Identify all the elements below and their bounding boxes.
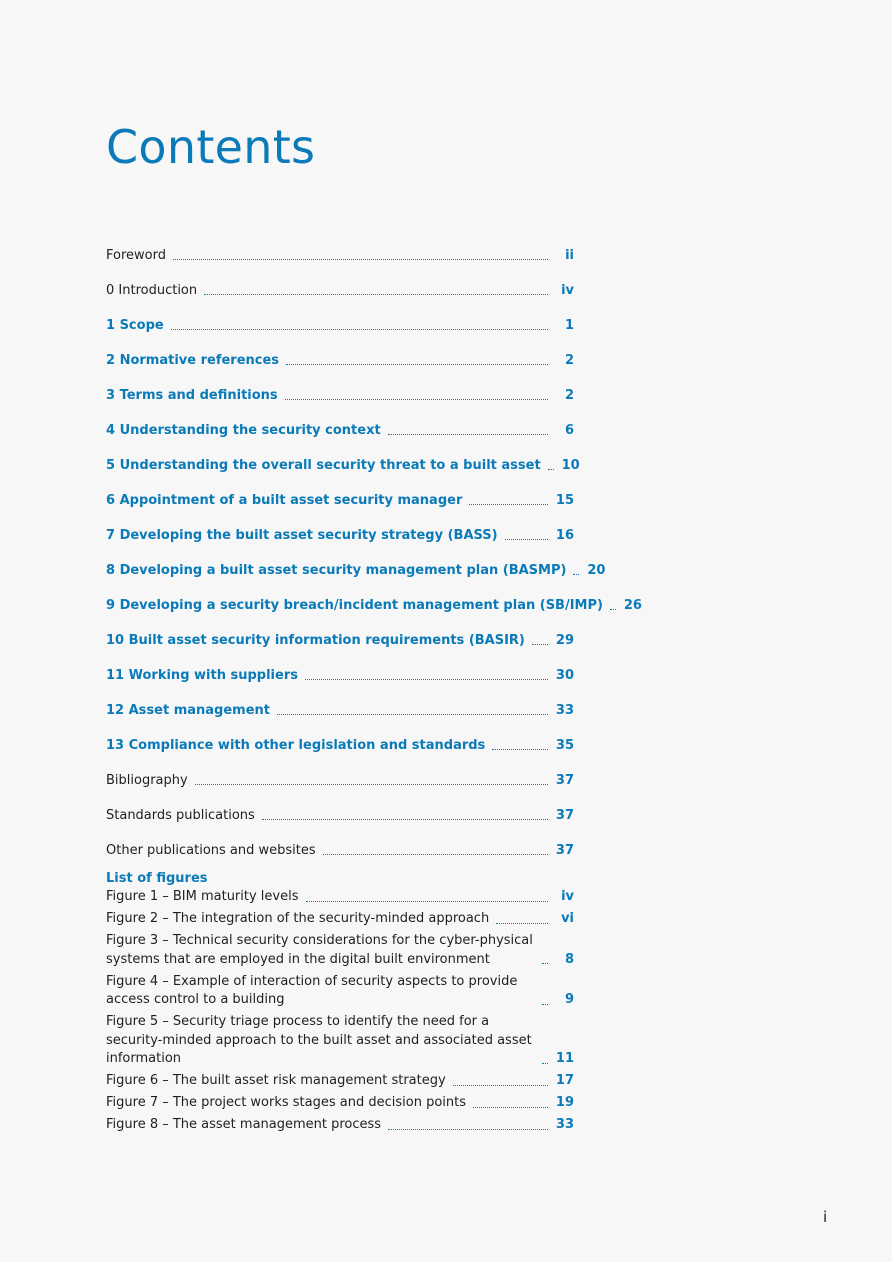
dot-leader xyxy=(453,1085,548,1086)
dot-leader xyxy=(469,504,548,505)
toc-entry-label: 1 Scope xyxy=(106,318,164,333)
dot-leader xyxy=(542,1063,548,1064)
toc-entry-label: 0 Introduction xyxy=(106,283,198,298)
toc-entry[interactable] xyxy=(106,300,574,335)
toc-entry-label: Bibliography xyxy=(106,773,188,788)
toc-entry-label: 11 Working with suppliers xyxy=(106,668,298,683)
figure-entry-label: Figure 4 – Example of interaction of security aspects to provide access control to a building xyxy=(106,973,518,1007)
figure-entry-page: 19 xyxy=(555,1095,574,1110)
figure-entry-page: iv xyxy=(561,889,574,904)
toc-entry[interactable] xyxy=(106,650,574,685)
figure-list xyxy=(106,888,574,1135)
figure-entry[interactable] xyxy=(106,1094,574,1113)
figure-entry-label: Figure 2 – The integration of the security-minded approach xyxy=(106,911,490,926)
toc-entry-page: ii xyxy=(565,248,574,263)
dot-leader xyxy=(306,901,549,902)
dot-leader xyxy=(548,469,554,470)
dot-leader xyxy=(505,539,548,540)
toc-entry[interactable] xyxy=(106,440,580,475)
toc-entry-page: 10 xyxy=(561,458,580,473)
toc-entry-page: 29 xyxy=(555,633,574,648)
toc-entry[interactable] xyxy=(106,335,574,370)
dot-leader xyxy=(573,574,579,575)
dot-leader xyxy=(496,923,548,924)
figure-entry-page: 17 xyxy=(555,1073,574,1088)
dot-leader xyxy=(388,1129,548,1130)
dot-leader xyxy=(286,364,548,365)
dot-leader xyxy=(473,1107,548,1108)
toc-entry-page: iv xyxy=(561,283,574,298)
figure-entry-page: 11 xyxy=(555,1051,574,1066)
toc-entry-label: 5 Understanding the overall security threat to a built asset xyxy=(106,458,541,473)
dot-leader xyxy=(173,259,548,260)
toc-entry[interactable] xyxy=(106,580,642,615)
dot-leader xyxy=(285,399,548,400)
toc-entry-page: 2 xyxy=(564,388,574,403)
toc-entry-page: 15 xyxy=(555,493,574,508)
toc-entry-page: 1 xyxy=(564,318,574,333)
toc-entry-page: 26 xyxy=(623,598,642,613)
figure-entry[interactable] xyxy=(106,910,574,929)
dot-leader xyxy=(388,434,548,435)
toc-entry-label: 13 Compliance with other legislation and standards xyxy=(106,738,486,753)
toc-entry-label: 12 Asset management xyxy=(106,703,271,718)
toc-entry-page: 30 xyxy=(555,668,574,683)
toc-entry-label: 7 Developing the built asset security strategy (BASS) xyxy=(106,528,498,543)
page-title: Contents xyxy=(106,120,316,174)
toc-entry[interactable] xyxy=(106,405,574,440)
dot-leader xyxy=(542,963,548,964)
toc-entries xyxy=(106,230,642,860)
figure-entry[interactable] xyxy=(106,932,574,969)
figure-entry-page: 33 xyxy=(555,1117,574,1132)
figure-entry-page: vi xyxy=(561,911,574,926)
toc-entry-label: Foreword xyxy=(106,248,166,263)
toc-entry-page: 33 xyxy=(555,703,574,718)
toc-entry[interactable] xyxy=(106,475,574,510)
toc-entry[interactable] xyxy=(106,545,606,580)
toc-entry-label: 2 Normative references xyxy=(106,353,280,368)
page-number: i xyxy=(823,1208,828,1226)
dot-leader xyxy=(171,329,548,330)
table-of-contents xyxy=(106,230,642,1135)
toc-entry-label: 4 Understanding the security context xyxy=(106,423,381,438)
toc-entry-label: Standards publications xyxy=(106,808,255,823)
toc-entry[interactable] xyxy=(106,720,574,755)
toc-entry[interactable] xyxy=(106,825,574,860)
dot-leader xyxy=(542,1004,548,1005)
toc-entry-label: Other publications and websites xyxy=(106,843,316,858)
toc-entry-label: 9 Developing a security breach/incident management plan (SB/IMP) xyxy=(106,598,603,613)
toc-entry[interactable] xyxy=(106,230,574,265)
toc-entry[interactable] xyxy=(106,790,574,825)
dot-leader xyxy=(204,294,548,295)
dot-leader xyxy=(305,679,548,680)
figure-entry-page: 8 xyxy=(564,951,574,967)
toc-entry-page: 16 xyxy=(555,528,574,543)
toc-entry[interactable] xyxy=(106,510,574,545)
dot-leader xyxy=(277,714,548,715)
figure-entry[interactable] xyxy=(106,888,574,907)
list-of-figures-heading: List of figures xyxy=(106,871,208,886)
toc-entry[interactable] xyxy=(106,370,574,405)
toc-entry-label: 3 Terms and definitions xyxy=(106,388,278,403)
figure-entry-page: 9 xyxy=(564,992,574,1007)
dot-leader xyxy=(323,854,548,855)
figure-entry-label: Figure 1 – BIM maturity levels xyxy=(106,889,299,904)
toc-entry-label: 10 Built asset security information requirements (BASIR) xyxy=(106,633,525,648)
toc-entry[interactable] xyxy=(106,685,574,720)
figure-entry[interactable] xyxy=(106,1072,574,1091)
figure-entry-label: Figure 8 – The asset management process xyxy=(106,1117,382,1132)
toc-entry-page: 2 xyxy=(564,353,574,368)
dot-leader xyxy=(262,819,548,820)
figure-entry-label: Figure 5 – Security triage process to identify the need for a security-minded approach to the built asset and associated asset information xyxy=(106,1014,532,1066)
toc-entry[interactable] xyxy=(106,615,574,650)
figure-entry[interactable] xyxy=(106,1116,574,1135)
toc-entry-page: 37 xyxy=(555,843,574,858)
figure-entry[interactable] xyxy=(106,1013,574,1069)
figure-entry[interactable] xyxy=(106,973,574,1010)
dot-leader xyxy=(492,749,548,750)
toc-entry-label: 6 Appointment of a built asset security manager xyxy=(106,493,463,508)
toc-entry[interactable] xyxy=(106,265,574,300)
toc-entry-page: 37 xyxy=(555,773,574,788)
toc-entry-page: 6 xyxy=(564,423,574,438)
toc-entry-page: 20 xyxy=(587,563,606,578)
toc-entry-label: 8 Developing a built asset security management plan (BASMP) xyxy=(106,563,567,578)
figure-entry-label: Figure 6 – The built asset risk management strategy xyxy=(106,1073,446,1088)
figure-entry-label: Figure 7 – The project works stages and decision points xyxy=(106,1095,467,1110)
toc-entry-page: 37 xyxy=(555,808,574,823)
dot-leader xyxy=(195,784,548,785)
toc-entry-page: 35 xyxy=(555,738,574,753)
dot-leader xyxy=(610,609,616,610)
dot-leader xyxy=(532,644,548,645)
figure-entry-label: Figure 3 – Technical security considerations for the cyber-physical systems that are employed in the digital built environment xyxy=(106,933,533,967)
toc-entry[interactable] xyxy=(106,755,574,790)
